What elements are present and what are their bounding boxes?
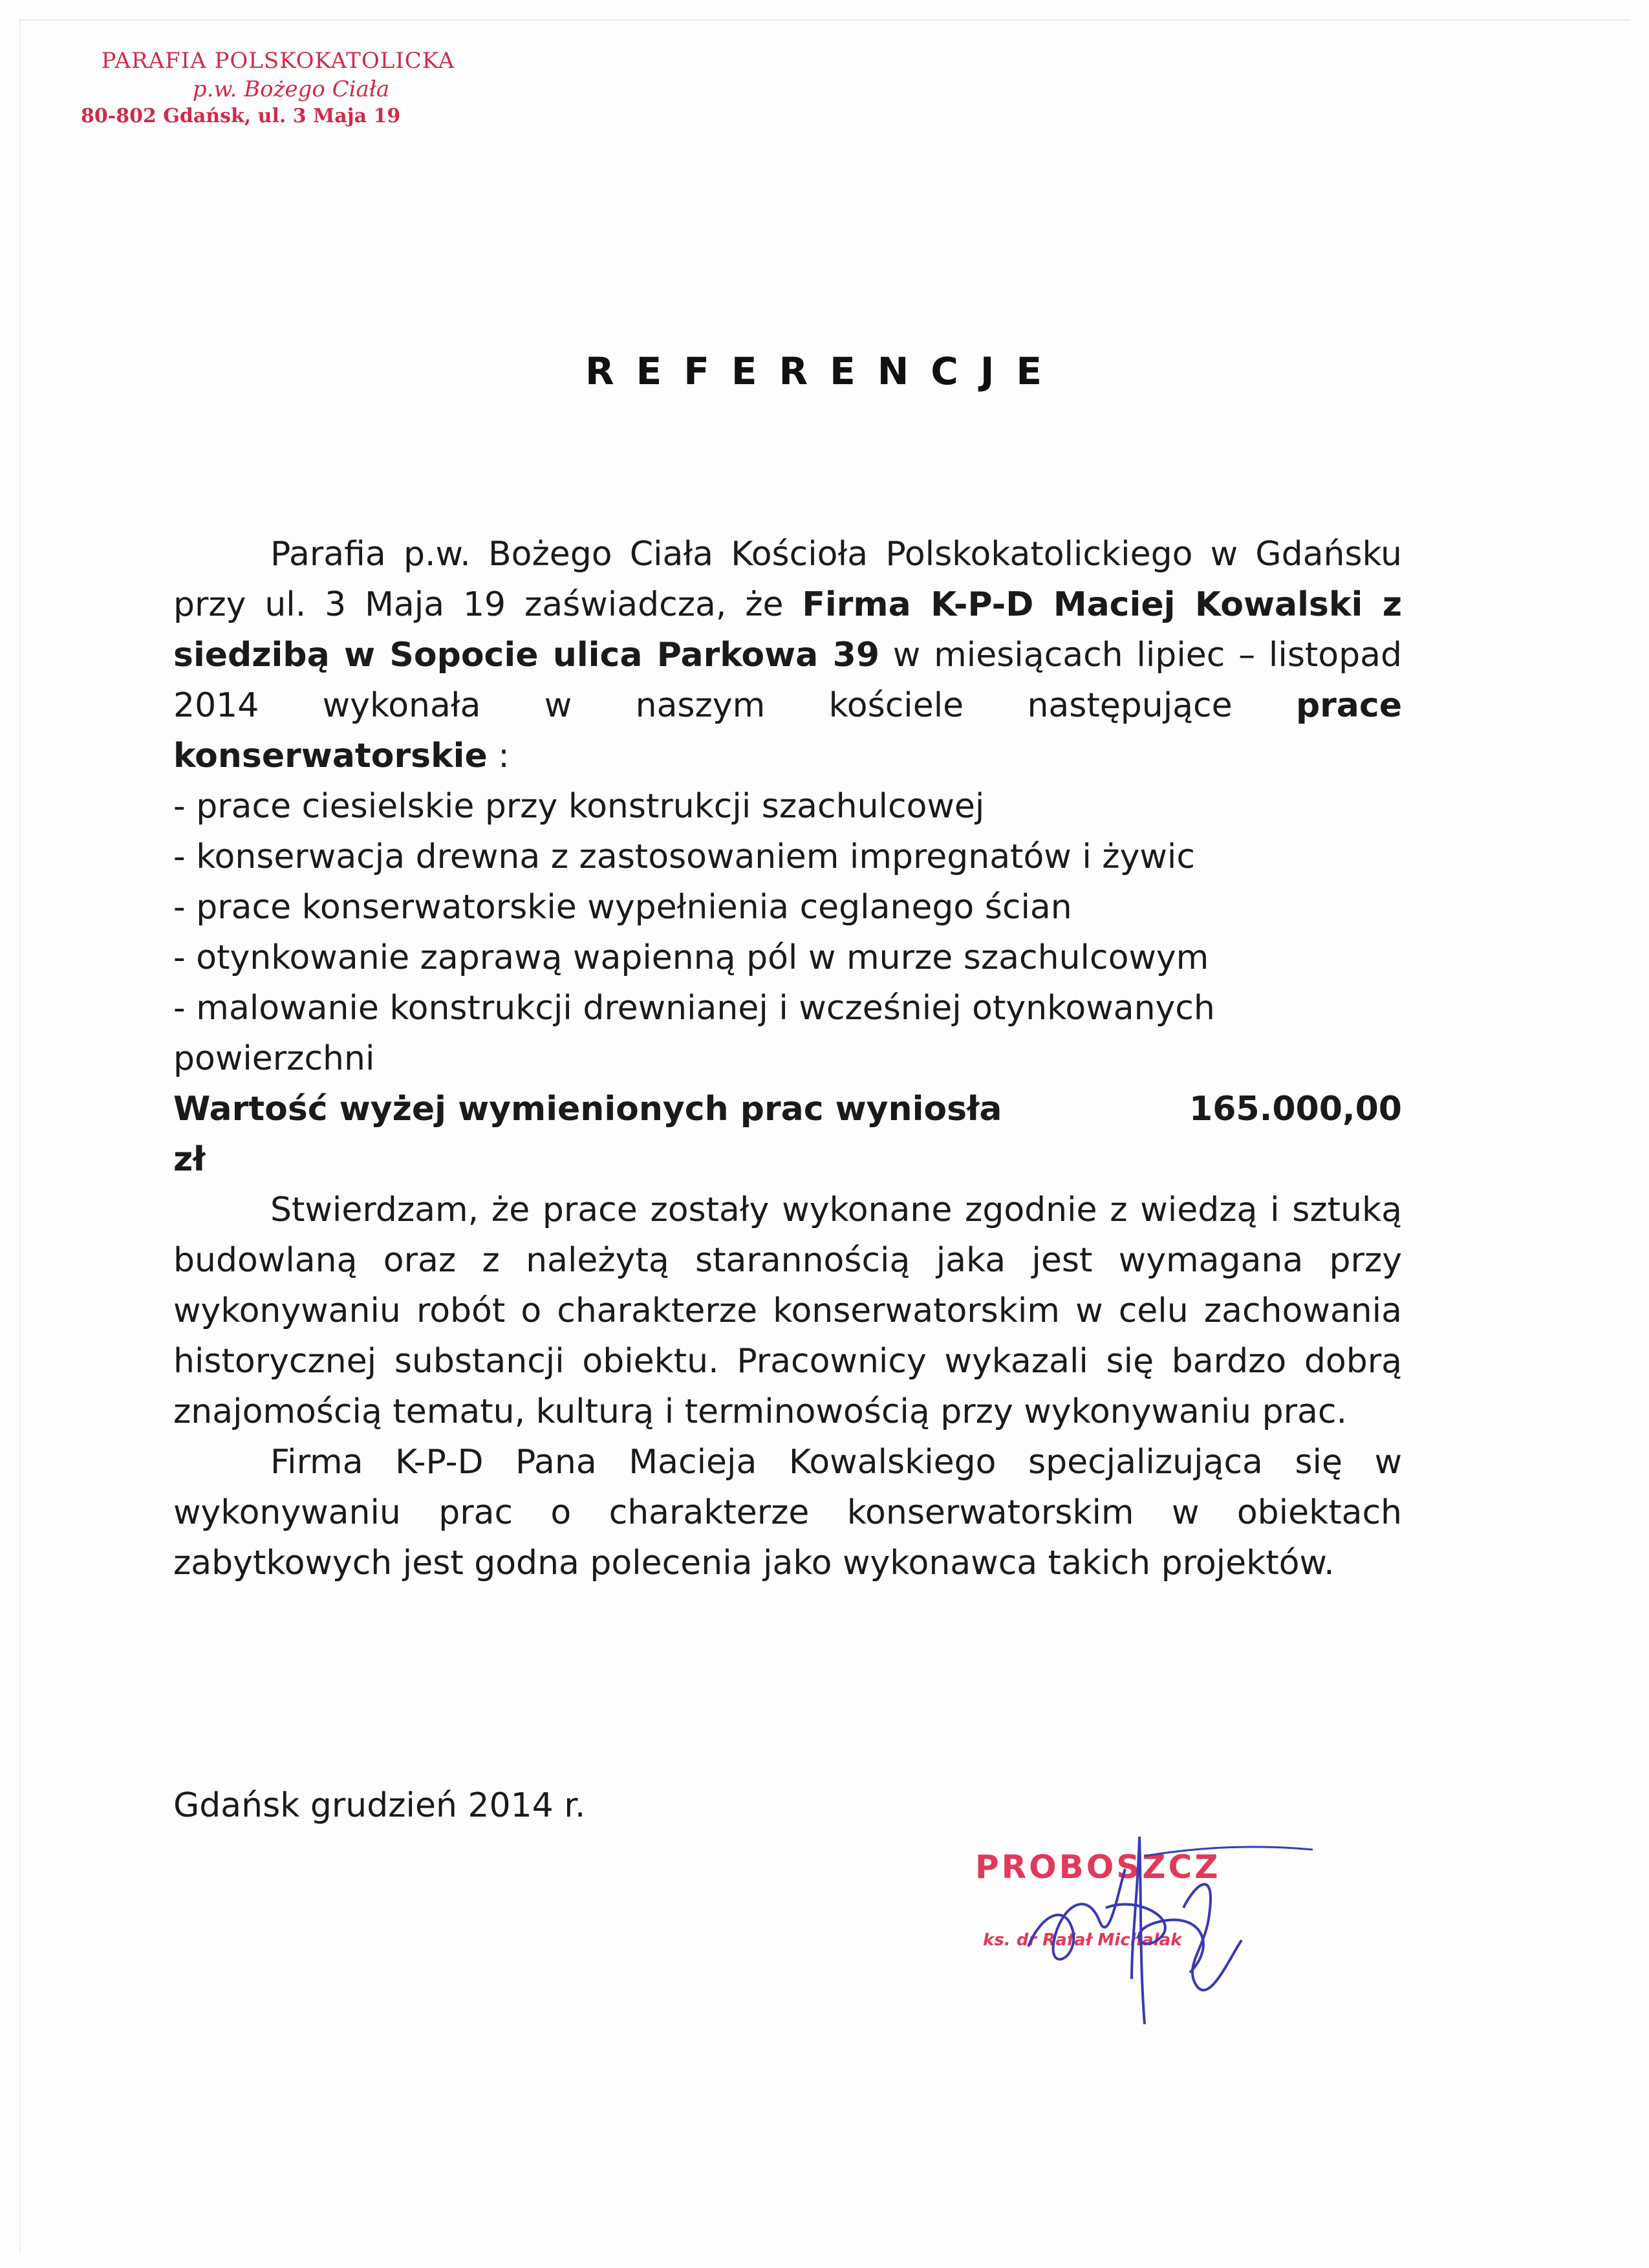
value-currency: zł [173, 1140, 206, 1179]
stamp-line-1: PARAFIA POLSKOKATOLICKA [101, 48, 455, 74]
list-item: - prace ciesielskie przy konstrukcji szachulcowej [173, 787, 985, 826]
signer-rank: PROBOSZCZ [975, 1848, 1221, 1886]
letter-body [173, 529, 1402, 1588]
works-list [173, 781, 1402, 1084]
value-amount: 165.000,00 [1189, 1090, 1402, 1129]
place-date: Gdańsk grudzień 2014 r. [173, 1786, 586, 1825]
intro-text-2: w miesiącach lipiec – listopad 2014 wykonała w naszym kościele następujące [173, 636, 1402, 725]
company-name: Firma K-P-D Maciej Kowalski z siedzibą w Sopocie ulica Parkowa 39 [173, 585, 1402, 675]
works-heading: prace konserwatorskie [173, 686, 1402, 775]
intro-text-1: Parafia p.w. Bożego Ciała Kościoła Polskokatolickiego w Gdańsku przy ul. 3 Maja 19 zaświadcza, że [173, 535, 1402, 624]
list-item: - malowanie konstrukcji drewnianej i wcześniej otynkowanych powierzchni [173, 989, 1215, 1078]
list-item: - prace konserwatorskie wypełnienia ceglanego ścian [173, 888, 1072, 927]
recommendation-paragraph: Firma K-P-D Pana Macieja Kowalskiego specjalizująca się w wykonywaniu prac o charakterze konserwatorskim w obiektach zabytkowych jest godna polecenia jako wykonawca takich projektów. [173, 1443, 1402, 1582]
parish-stamp [81, 47, 459, 129]
stamp-line-2: p.w. Bożego Ciała [192, 76, 390, 103]
intro-paragraph [173, 529, 1402, 781]
intro-text-3: : [487, 737, 510, 775]
stamp-line-3: 80-802 Gdańsk, ul. 3 Maja 19 [81, 105, 401, 128]
handwritten-signature [970, 1811, 1332, 2057]
list-item: - konserwacja drewna z zastosowaniem impregnatów i żywic [173, 837, 1195, 876]
assessment-paragraph: Stwierdzam, że prace zostały wykonane zgodnie z wiedzą i sztuką budowlaną oraz z należytą starannością jaka jest wymagana przy wykonywaniu robót o charakterze konserwatorskim w celu zachowania historycznej substancji obiektu. Pracownicy wykazali się bardzo dobrą znajomością tematu, kulturą i terminowością przy wykonywaniu prac. [173, 1191, 1402, 1431]
contract-value [173, 1084, 1402, 1185]
document-title: REFERENCJE [585, 349, 1064, 393]
signer-name: ks. dr Rafał Michalak [983, 1930, 1182, 1950]
list-item: - otynkowanie zaprawą wapienną pól w murze szachulcowym [173, 938, 1209, 977]
value-label: Wartość wyżej wymienionych prac wyniosła [173, 1090, 1002, 1129]
